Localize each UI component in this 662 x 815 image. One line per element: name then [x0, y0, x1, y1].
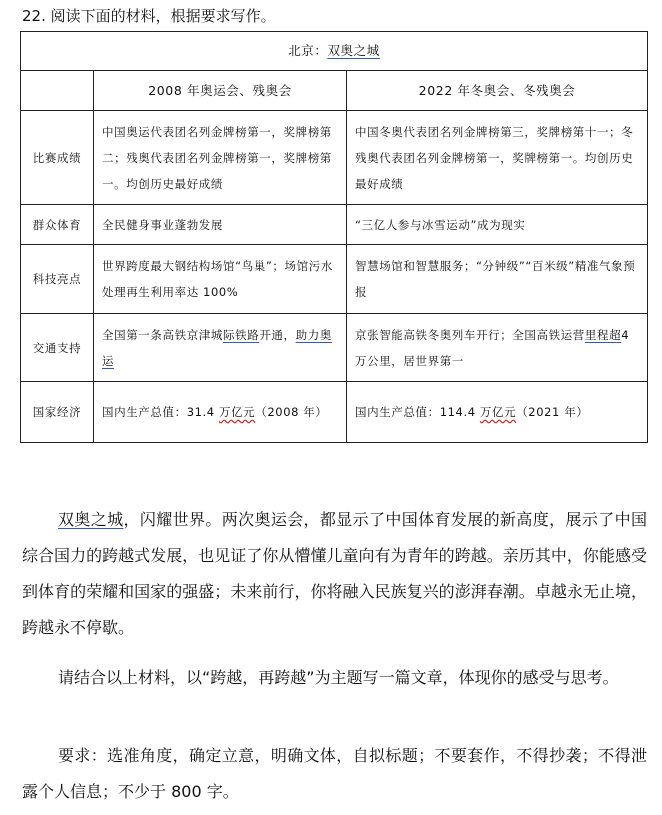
traffic-2022-part-c: 4 万公里，居世界第一 — [355, 327, 630, 368]
column-header-2022: 2022 年冬奥会、冬残奥会 — [347, 71, 648, 111]
header-theme: 双奥之城 — [327, 43, 380, 58]
question-title: 22. 阅读下面的材料，根据要求写作。 — [22, 7, 276, 25]
economy-2022-part-a: 国内生产总值：114.4 — [355, 405, 480, 419]
paragraph-theme: 双奥之城 — [58, 510, 124, 529]
traffic-2008-part-c: 开通， — [259, 327, 296, 342]
cell-2008-economy — [94, 382, 347, 443]
table-column-header-row — [21, 71, 648, 111]
row-label-competition: 比赛成绩 — [21, 111, 94, 205]
paragraph-intro-text: ，闪耀世界。两次奥运会，都显示了中国体育发展的新高度，展示了中国综合国力的跨越式发展，也见证了你从懵懂儿童向有为青年的跨越。亲历其中，你能感受到体育的荣耀和国家的强盛；未来前行，你将融入民族复兴的澎湃春潮。卓越永无止境，跨越永不停歇。 — [22, 510, 647, 637]
traffic-2008-underlined-railway: 际铁路 — [223, 327, 260, 342]
cell-2022-traffic — [347, 314, 648, 382]
cell-2022-tech: 智慧场馆和智慧服务；“分钟级”“百米级”精准气象预报 — [347, 245, 648, 314]
traffic-2008-underlined-support: 助力奥运 — [102, 327, 332, 368]
economy-2022-year: （2021 年） — [516, 405, 589, 419]
table-row — [21, 205, 648, 245]
cell-2008-competition: 中国奥运代表团名列金牌榜第一，奖牌榜第二；残奥代表团名列金牌榜第一，奖牌榜第一。均创历史最好成绩 — [94, 111, 347, 205]
row-label-mass-sports: 群众体育 — [21, 205, 94, 245]
empty-corner-cell — [21, 71, 94, 111]
table-row — [21, 382, 648, 443]
row-label-traffic: 交通支持 — [21, 314, 94, 382]
cell-2022-economy — [347, 382, 648, 443]
paragraph-requirements: 要求：选准角度，确定立意，明确文体，自拟标题；不要套作，不得抄袭；不得泄露个人信息；不少于 800 字。 — [22, 746, 647, 801]
table-header-row — [21, 32, 648, 71]
traffic-2022-part-a: 京张智能高铁冬奥列车开行；全国高铁运营 — [355, 327, 585, 342]
table-row — [21, 111, 648, 205]
row-label-tech: 科技亮点 — [21, 245, 94, 314]
paragraph-intro — [22, 502, 647, 646]
economy-2008-unit: 万亿元 — [218, 405, 256, 419]
cell-2022-mass-sports: “三亿人参与冰雪运动”成为现实 — [347, 205, 648, 245]
cell-2008-traffic — [94, 314, 347, 382]
cell-2008-tech: 世界跨度最大钢结构场馆“鸟巢”；场馆污水处理再生利用率达 100% — [94, 245, 347, 314]
row-label-economy: 国家经济 — [21, 382, 94, 443]
material-table — [20, 31, 648, 443]
table-row — [21, 314, 648, 382]
table-header-cell — [21, 32, 648, 71]
traffic-2008-part-a: 全国第一条高铁京津城 — [102, 327, 223, 342]
paragraph-task: 请结合以上材料，以“跨越，再跨越”为主题写一篇文章，体现你的感受与思考。 — [58, 668, 619, 687]
cell-2022-competition: 中国冬奥代表团名列金牌榜第三，奖牌榜第十一；冬残奥代表团名列金牌榜第一，奖牌榜第一。均创历史最好成绩 — [347, 111, 648, 205]
economy-2008-part-a: 国内生产总值：31.4 — [102, 405, 219, 419]
traffic-2022-underlined-mileage: 里程超 — [584, 327, 622, 342]
economy-2008-year: （2008 年） — [255, 405, 328, 419]
cell-2008-mass-sports: 全民健身事业蓬勃发展 — [94, 205, 347, 245]
economy-2022-unit: 万亿元 — [479, 405, 517, 419]
table-row — [21, 245, 648, 314]
column-header-2008: 2008 年奥运会、残奥会 — [94, 71, 347, 111]
header-prefix: 北京： — [288, 43, 328, 58]
